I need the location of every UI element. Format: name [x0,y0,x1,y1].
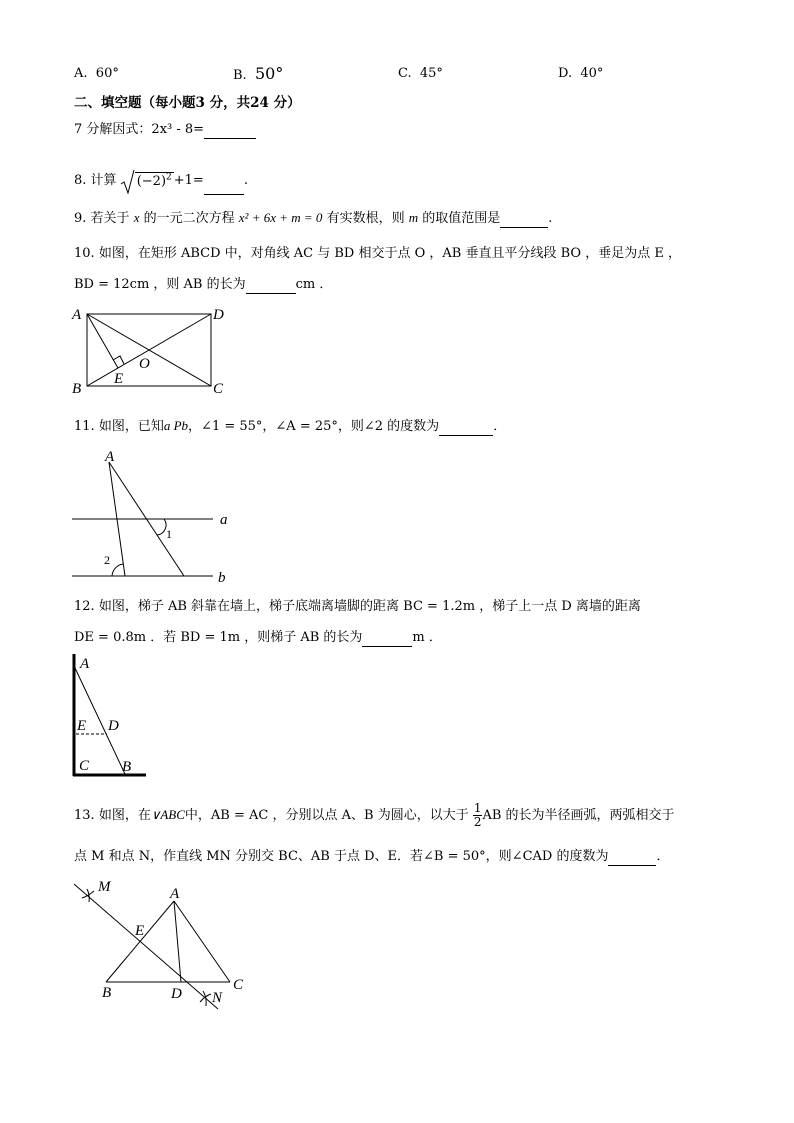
triangle-construction-diagram [70,878,250,1008]
question-12-line-1: 12. 如图，梯子 AB 斜靠在墙上，梯子底端离墙脚的距离 BC = 1.2m ，梯子上一点 D 离墙的距离 [74,599,641,614]
section-title: 二、填空题（每小题3 分，共24 分） [74,95,301,111]
label-m: M [98,879,111,895]
label-d: D [213,307,224,323]
ladder-diagram [70,652,150,780]
label-line-a: a [220,512,228,528]
question-13-line-1: 13. 如图，在∨ABC中，AB = AC ，分别以点 A、B 为圆心，以大于 $\frac{1}{2}$ AB 的长为半径画弧，两弧相交于 [74,801,675,829]
label-e: E [77,718,87,734]
label-a-point: A [105,449,115,465]
label-c: C [79,758,90,774]
question-7: 7 分解因式：2x³ - 8= [74,121,256,139]
label-line-b: b [218,570,226,586]
label-d: D [171,986,182,1002]
option-b: B. 50° [233,64,284,83]
question-9: 9. 若关于 x 的一元二次方程 x² + 6x + m = 0 有实数根，则 m 的取值范围是 . [74,210,553,226]
option-d: D. 40° [558,66,604,81]
label-e: E [114,371,124,387]
label-a: A [80,656,90,672]
question-12-line-2: DE = 0.8m ．若 BD = 1m ，则梯子 AB 的长为 m ． [74,630,442,645]
label-a: A [72,307,82,323]
question-11: 11. 如图，已知a Pb，∠1 = 55°，∠A = 25°，则∠2 的度数为 ． [74,418,507,434]
sqrt-expression: $(-2)^2$ [121,166,174,195]
sqrt-sign-icon [121,169,135,195]
label-a: A [170,886,180,902]
question-8: 8. 计算 $(-2)^2 +1=$ . [74,166,248,195]
label-angle-2: 2 [104,553,110,567]
option-c: C. 45° [398,66,443,81]
label-o: O [139,356,150,372]
label-b: B [72,381,82,397]
parallel-lines-diagram [70,448,240,586]
label-e: E [135,923,145,939]
rectangle-diagram [70,305,240,397]
label-c: C [213,381,224,397]
label-c: C [233,977,244,993]
option-a: A. 60° [74,66,119,81]
label-b: B [102,985,112,1001]
label-angle-1: 1 [166,527,172,541]
label-d: D [108,718,119,734]
label-n: N [212,990,223,1006]
fraction-one-half: $\frac{1}{2}$ [473,801,482,829]
question-10-line-1: 10. 如图，在矩形 ABCD 中，对角线 AC 与 BD 相交于点 O ，AB 垂直且平分线段 BO ，垂足为点 E ， [74,246,681,261]
question-10-line-2: BD = 12cm ，则 AB 的长为 cm ． [74,277,333,292]
question-13-line-2: 点 M 和点 N，作直线 MN 分别交 BC、AB 于点 D、E．若∠B = 50°，则∠CAD 的度数为 ． [74,849,670,864]
label-b: B [122,759,132,775]
